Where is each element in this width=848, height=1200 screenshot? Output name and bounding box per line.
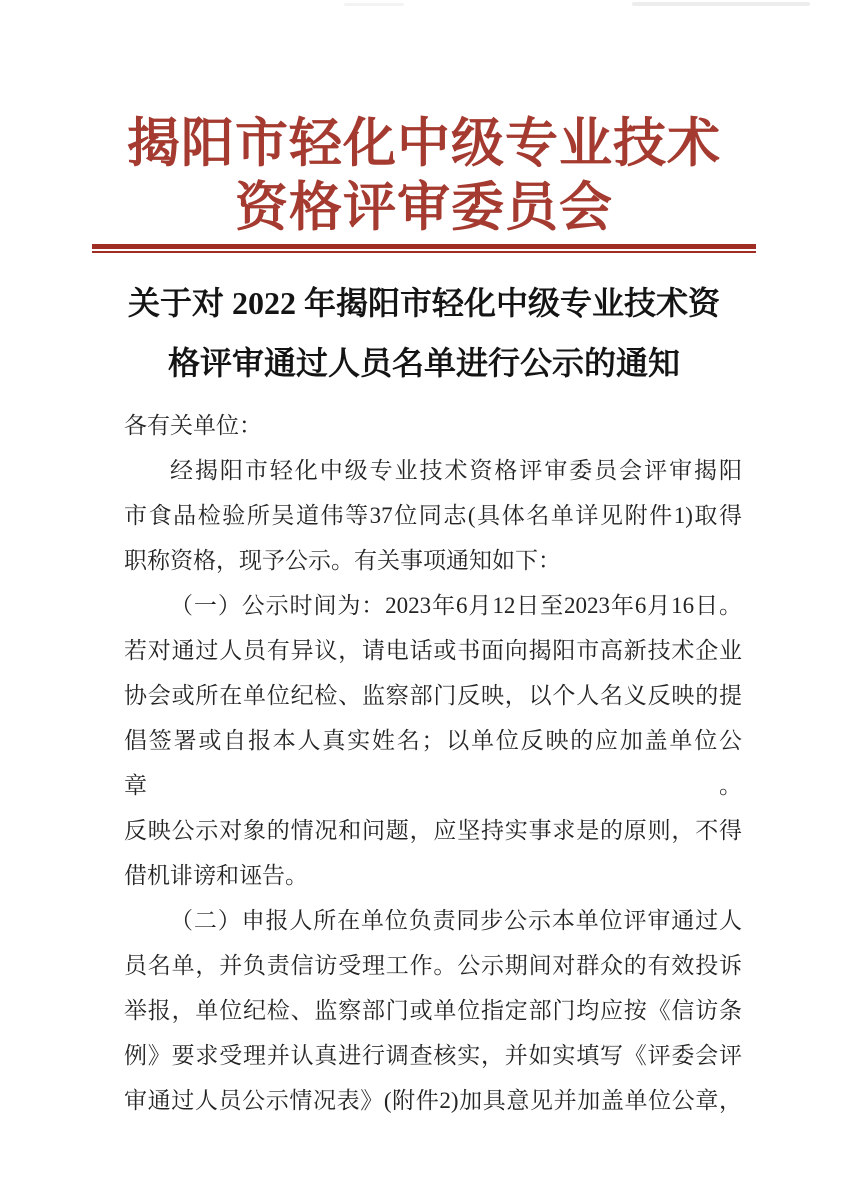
letterhead-line-2: 资格评审委员会 (235, 179, 613, 237)
body-line: 举报，单位纪检、监察部门或单位指定部门均应按《信访条 (124, 998, 742, 1023)
body-line: 员名单，并负责信访受理工作。公示期间对群众的有效投诉 (124, 953, 742, 978)
body-line: 审通过人员公示情况表》(附件2)加具意见并加盖单位公章， (124, 1088, 742, 1113)
salutation-line: 各有关单位： (124, 413, 262, 438)
scan-artifact (344, 3, 404, 6)
body-line: 市食品检验所吴道伟等37位同志(具体名单详见附件1)取得 (124, 503, 742, 528)
body-line: （二）申报人所在单位负责同步公示本单位评审通过人 (170, 908, 742, 933)
document-title-line-1: 关于对 2022 年揭阳市轻化中级专业技术资 (127, 285, 720, 321)
body-line: 反映公示对象的情况和问题，应坚持实事求是的原则，不得 (124, 818, 742, 843)
scan-artifact (632, 2, 810, 6)
body-line: 协会或所在单位纪检、监察部门反映，以个人名义反映的提 (124, 683, 742, 708)
body-line: 若对通过人员有异议，请电话或书面向揭阳市高新技术企业 (124, 638, 742, 663)
letterhead-line-1: 揭阳市轻化中级专业技术 (127, 115, 721, 173)
document-title-line-2: 格评审通过人员名单进行公示的通知 (167, 345, 680, 381)
body-line: 例》要求受理并认真进行调查核实，并如实填写《评委会评 (124, 1043, 742, 1068)
letterhead-separator-rule (92, 244, 756, 253)
body-line: 经揭阳市轻化中级专业技术资格评审委员会评审揭阳 (170, 458, 742, 483)
document-title (0, 273, 848, 393)
document-body (124, 403, 742, 1123)
body-line: 倡签署或自报本人真实姓名；以单位反映的应加盖单位公章。 (124, 728, 742, 798)
letterhead (0, 0, 848, 240)
body-line: 借机诽谤和诬告。 (124, 863, 308, 888)
body-line: （一）公示时间为：2023年6月12日至2023年6月16日。 (170, 593, 742, 618)
body-line: 职称资格，现予公示。有关事项通知如下： (124, 548, 561, 573)
